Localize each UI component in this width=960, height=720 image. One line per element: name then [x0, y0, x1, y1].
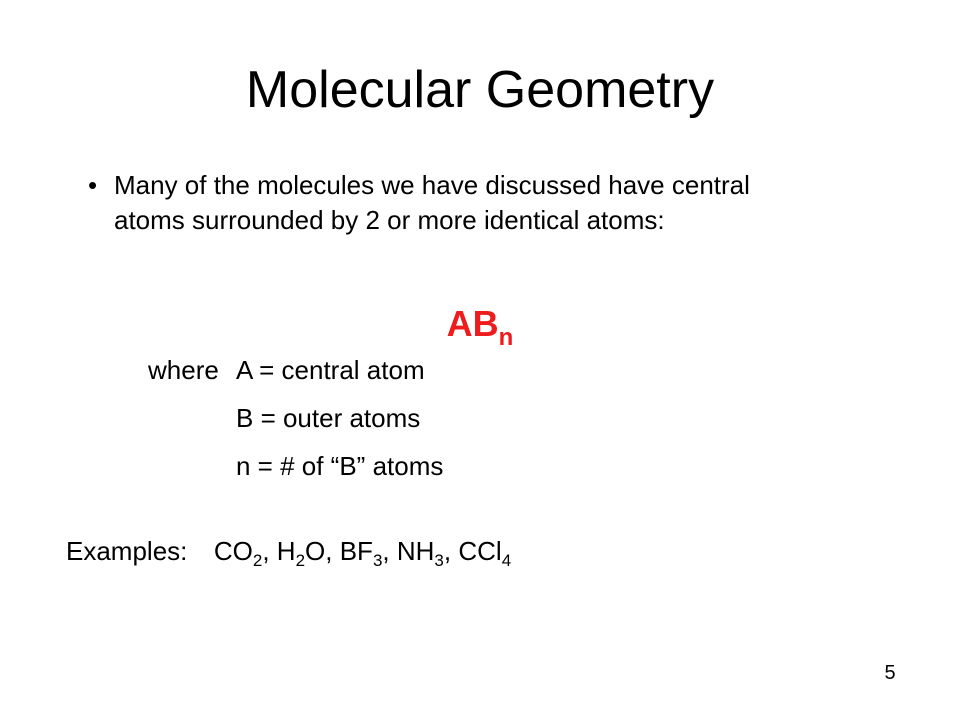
example-formula-h2o: $H_2O$,	[269, 536, 333, 570]
formula-base: AB	[446, 303, 499, 344]
formula-subscript: n	[498, 324, 514, 351]
example-formula-ccl4: CCl$_4$	[451, 536, 512, 570]
definition-b: B = outer atoms	[236, 403, 421, 433]
definition-n: n = # of “B” atoms	[236, 451, 444, 481]
bullet-text: Many of the molecules we have discussed have central atoms surrounded by 2 or more identical atoms:	[114, 170, 750, 235]
examples-line	[66, 533, 511, 579]
slide-title: Molecular Geometry	[245, 61, 715, 119]
bullet-dot-icon: •	[88, 170, 98, 200]
where-label: where	[148, 355, 219, 385]
example-formula-bf3: $BF_3$,	[332, 536, 390, 570]
example-formula-nh3: $NH_3$,	[389, 536, 452, 570]
example-formula-co2: $CO_2$,	[213, 536, 270, 570]
examples-label: Examples:	[66, 536, 188, 566]
definition-a: A = central atom	[236, 355, 425, 385]
page-number: 5	[884, 662, 896, 684]
general-formula	[0, 302, 960, 360]
